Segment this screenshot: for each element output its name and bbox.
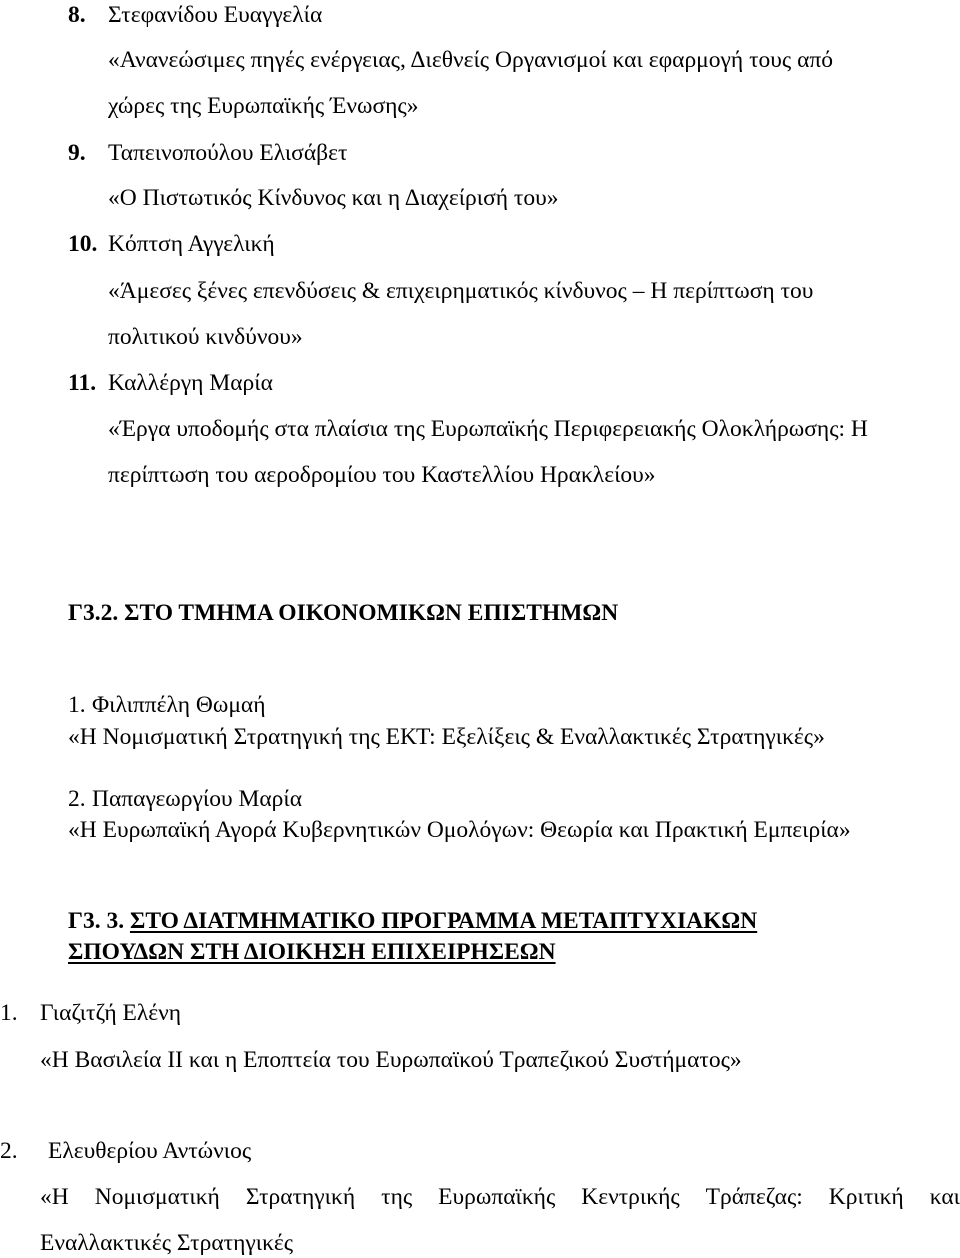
item-author: Στεφανίδου Ευαγγελία: [108, 2, 323, 28]
item-author: Ταπεινοπούλου Ελισάβετ: [108, 140, 348, 166]
item-author: Κόπτση Αγγελική: [108, 231, 275, 257]
title-word: και: [929, 1184, 960, 1210]
title-word: Νομισματική: [94, 1184, 220, 1210]
section-heading-prefix: Γ3. 3.: [68, 908, 130, 934]
item-title-justified: [40, 1182, 960, 1212]
section-heading-title: ΣΤΟ ΔΙΑΤΜΗΜΑΤΙΚΟ ΠΡΟΓΡΑΜΜΑ ΜΕΤΑΠΤΥΧΙΑΚΩΝ: [129, 908, 758, 934]
title-word: Τράπεζας:: [705, 1184, 803, 1210]
section-heading-title-line2: ΣΠΟΥΔΩΝ ΣΤΗ ΔΙΟΙΚΗΣΗ ΕΠΙΧΕΙΡΗΣΕΩΝ: [68, 939, 556, 965]
title-word: Στρατηγική: [245, 1184, 356, 1210]
title-word: «Η: [40, 1184, 69, 1210]
item-title-line: «Ο Πιστωτικός Κίνδυνος και η Διαχείρισή του»: [108, 185, 559, 211]
item-title-line: χώρες της Ευρωπαϊκής Ένωσης»: [108, 93, 419, 119]
item-title-line: «Έργα υποδομής στα πλαίσια της Ευρωπαϊκής Περιφερειακής Ολοκλήρωσης: Η: [108, 416, 868, 442]
item-number: 11.: [68, 370, 97, 396]
item-number: 9.: [68, 140, 86, 166]
item-title-line: περίπτωση του αεροδρομίου του Καστελλίου Ηρακλείου»: [108, 462, 656, 488]
item-title-line: «Ανανεώσιμες πηγές ενέργειας, Διεθνείς Οργανισμοί και εφαρμογή τους από: [108, 47, 834, 73]
item-number: 8.: [68, 2, 86, 28]
item-title: «Η Ευρωπαϊκή Αγορά Κυβερνητικών Ομολόγων: Θεωρία και Πρακτική Εμπειρία»: [68, 817, 851, 843]
item-title-line: πολιτικού κινδύνου»: [108, 324, 303, 350]
item-author: Ελευθερίου Αντώνιος: [48, 1138, 252, 1164]
item-number: 2.: [0, 1138, 18, 1164]
title-word: Κεντρικής: [581, 1184, 680, 1210]
title-word: της: [381, 1184, 413, 1210]
item-author: Φιλιππέλη Θωμαή: [92, 692, 266, 718]
item-number: 1.: [0, 1000, 18, 1026]
title-word: Κριτική: [828, 1184, 904, 1210]
title-word: Ευρωπαϊκής: [438, 1184, 556, 1210]
item-number: 10.: [68, 231, 98, 257]
item-author: Γιαζιτζή Ελένη: [40, 1000, 182, 1026]
item-author: Καλλέργη Μαρία: [108, 370, 273, 396]
item-title-line: Εναλλακτικές Στρατηγικές: [40, 1230, 294, 1256]
item-title: «Η Νομισματική Στρατηγική της ΕΚΤ: Εξελίξεις & Εναλλακτικές Στρατηγικές»: [68, 724, 825, 750]
item-title: «Η Βασιλεία ΙΙ και η Εποπτεία του Ευρωπαϊκού Τραπεζικού Συστήματος»: [40, 1047, 742, 1073]
item-number: 1.: [68, 692, 86, 718]
section-heading: Γ3.2. ΣΤΟ ΤΜΗΜΑ ΟΙΚΟΝΟΜΙΚΩΝ ΕΠΙΣΤΗΜΩΝ: [68, 600, 619, 626]
item-author: Παπαγεωργίου Μαρία: [92, 786, 303, 812]
item-title-line: «Άμεσες ξένες επενδύσεις & επιχειρηματικός κίνδυνος – Η περίπτωση του: [108, 278, 814, 304]
item-number: 2.: [68, 786, 86, 812]
